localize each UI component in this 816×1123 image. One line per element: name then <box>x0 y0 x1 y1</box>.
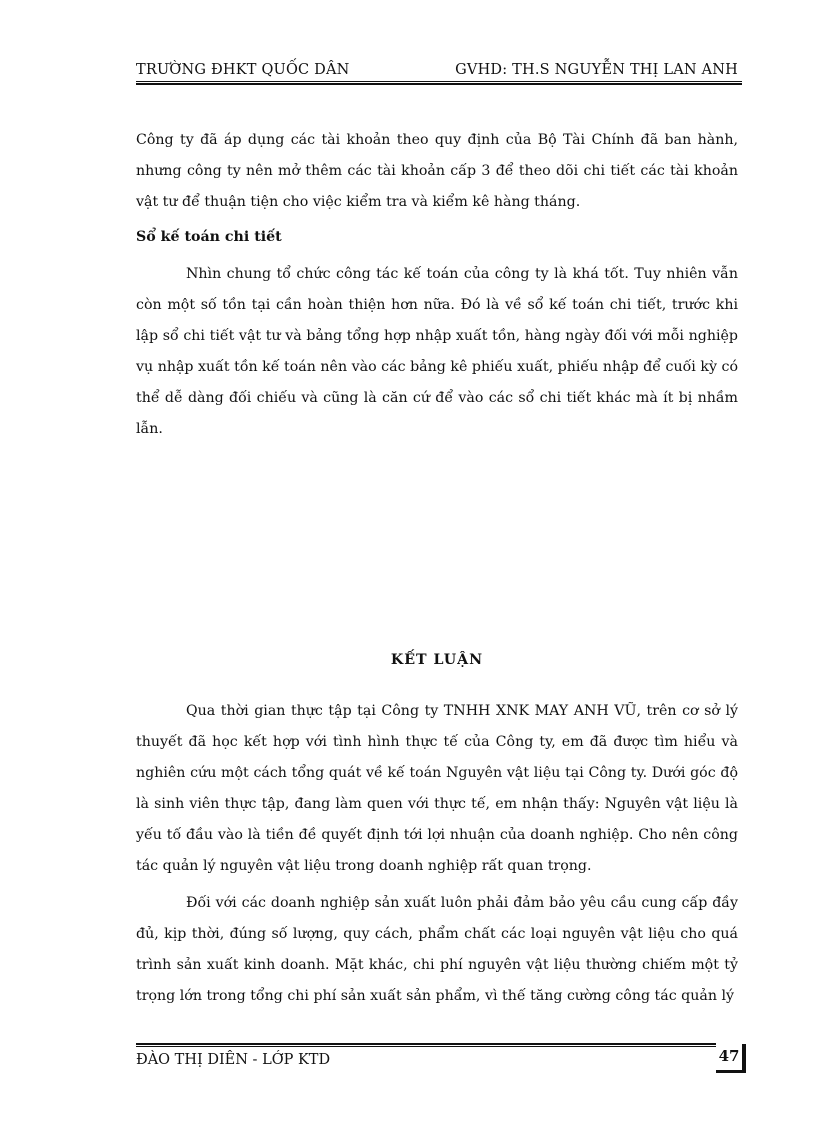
footer-author: ĐÀO THỊ DIÊN - LỚP KTD <box>136 1052 331 1068</box>
section-heading: Sổ kế toán chi tiết <box>136 229 282 245</box>
header-rule-thick <box>136 83 742 85</box>
header-rule <box>136 81 742 82</box>
section-body <box>136 125 738 445</box>
page-header <box>136 62 738 78</box>
conclusion-paragraph-2: Đối với các doanh nghiệp sản xuất luôn phải đảm bảo yêu cầu cung cấp đầy đủ, kịp thời, đúng số lượng, quy cách, phẩm chất các loại nguyên vật liệu cho quá trình sản xuất kinh doanh. Mặt khác, chi phí nguyên vật liệu thường chiếm một tỷ trọng lớn trong tổng chi phí sản xuất sản phẩm, vì thế tăng cường công tác quản lý <box>136 895 738 1004</box>
header-school: TRƯỜNG ĐHKT QUỐC DÂN <box>136 62 350 78</box>
page-border-shadow <box>742 1044 746 1072</box>
paragraph-detail-books: Nhìn chung tổ chức công tác kế toán của công ty là khá tốt. Tuy nhiên vẫn còn một số tồn tại cần hoàn thiện hơn nữa. Đó là về sổ kế toán chi tiết, trước khi lập sổ chi tiết vật tư và bảng tổng hợp nhập xuất tồn, hàng ngày đối với mỗi nghiệp vụ nhập xuất tồn kế toán nên vào các bảng kê phiếu xuất, phiếu nhập để cuối kỳ có thể dễ dàng đối chiếu và cũng là căn cứ để vào các sổ chi tiết khác mà ít bị nhầm lẫn. <box>136 266 738 437</box>
page-footer <box>136 1046 738 1070</box>
paragraph-accounts: Công ty đã áp dụng các tài khoản theo quy định của Bộ Tài Chính đã ban hành, nhưng công ty nên mở thêm các tài khoản cấp 3 để theo dõi chi tiết các tài khoản vật tư để thuận tiện cho việc kiểm tra và kiểm kê hàng tháng. <box>136 132 738 210</box>
conclusion-paragraph-1: Qua thời gian thực tập tại Công ty TNHH XNK MAY ANH VŨ, trên cơ sở lý thuyết đã học kết hợp với tình hình thực tế của Công ty, em đã được tìm hiểu và nghiên cứu một cách tổng quát về kế toán Nguyên vật liệu tại Công ty. Dưới góc độ là sinh viên thực tập, đang làm quen với thực tế, em nhận thấy: Nguyên vật liệu là yếu tố đầu vào là tiền đề quyết định tới lợi nhuận của doanh nghiệp. Cho nên công tác quản lý nguyên vật liệu trong doanh nghiệp rất quan trọng. <box>136 703 738 874</box>
conclusion-body <box>136 696 738 1018</box>
conclusion-title: KẾT LUẬN <box>390 652 484 668</box>
footer-rule-thick <box>136 1043 716 1045</box>
header-advisor: GVHD: TH.S NGUYỄN THỊ LAN ANH <box>455 62 738 78</box>
page-border-shadow-bottom <box>716 1070 746 1073</box>
page-number: 47 <box>718 1047 740 1065</box>
